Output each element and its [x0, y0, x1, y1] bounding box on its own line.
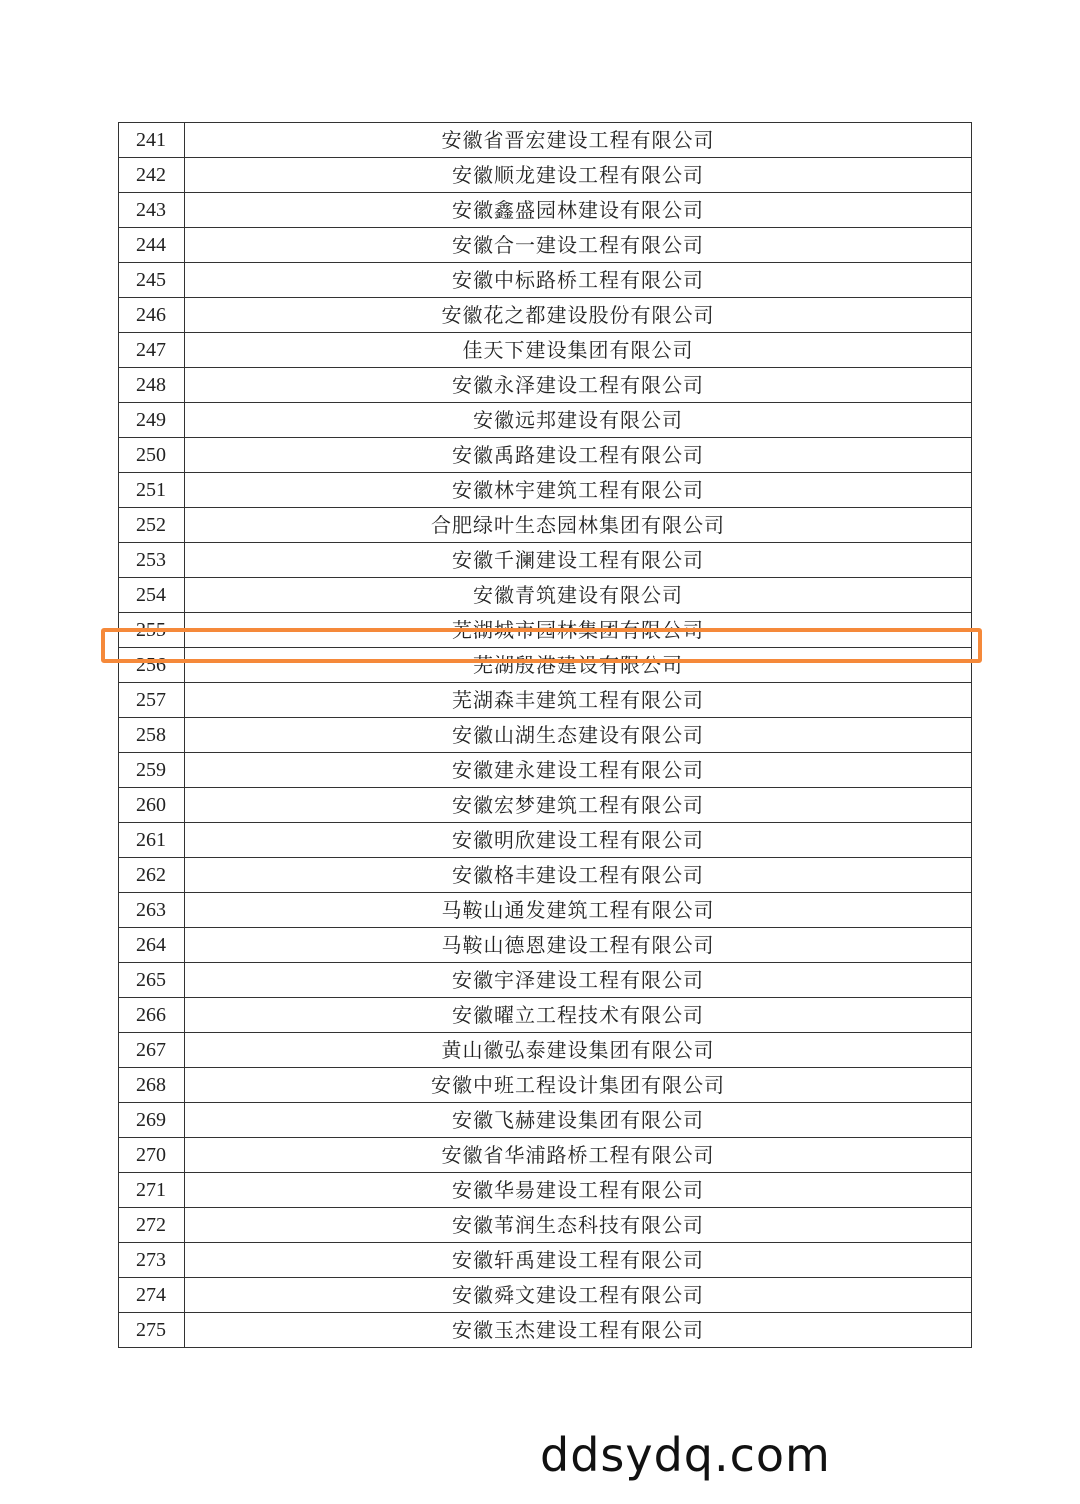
company-name: 芜湖殷港建设有限公司 — [185, 648, 972, 683]
company-name: 安徽禹路建设工程有限公司 — [185, 438, 972, 473]
table-row — [119, 438, 972, 473]
row-number: 242 — [119, 158, 185, 193]
company-name: 安徽顺龙建设工程有限公司 — [185, 158, 972, 193]
table-row — [119, 508, 972, 543]
row-number: 261 — [119, 823, 185, 858]
company-name: 安徽千澜建设工程有限公司 — [185, 543, 972, 578]
row-number: 254 — [119, 578, 185, 613]
company-name: 黄山徽弘泰建设集团有限公司 — [185, 1033, 972, 1068]
row-number: 272 — [119, 1208, 185, 1243]
table-row — [119, 263, 972, 298]
company-name: 安徽华昜建设工程有限公司 — [185, 1173, 972, 1208]
company-name: 安徽玉杰建设工程有限公司 — [185, 1313, 972, 1348]
company-name: 安徽曜立工程技术有限公司 — [185, 998, 972, 1033]
table-row — [119, 1033, 972, 1068]
table-row — [119, 543, 972, 578]
table-row — [119, 1138, 972, 1173]
table-row — [119, 858, 972, 893]
row-number: 263 — [119, 893, 185, 928]
row-number: 255 — [119, 613, 185, 648]
table-row — [119, 963, 972, 998]
company-name: 安徽明欣建设工程有限公司 — [185, 823, 972, 858]
row-number: 243 — [119, 193, 185, 228]
row-number: 265 — [119, 963, 185, 998]
table-row — [119, 158, 972, 193]
table-row — [119, 298, 972, 333]
table-row — [119, 998, 972, 1033]
company-name: 安徽宏梦建筑工程有限公司 — [185, 788, 972, 823]
company-name: 安徽宇泽建设工程有限公司 — [185, 963, 972, 998]
table-row — [119, 648, 972, 683]
company-name: 安徽轩禹建设工程有限公司 — [185, 1243, 972, 1278]
row-number: 269 — [119, 1103, 185, 1138]
watermark-text: ddsydq.com — [540, 1428, 831, 1482]
table-row — [119, 228, 972, 263]
company-name: 佳天下建设集团有限公司 — [185, 333, 972, 368]
table-row — [119, 473, 972, 508]
company-name: 安徽青筑建设有限公司 — [185, 578, 972, 613]
row-number: 260 — [119, 788, 185, 823]
company-name: 安徽省华浦路桥工程有限公司 — [185, 1138, 972, 1173]
row-number: 273 — [119, 1243, 185, 1278]
company-name: 马鞍山通发建筑工程有限公司 — [185, 893, 972, 928]
company-name: 安徽山湖生态建设有限公司 — [185, 718, 972, 753]
row-number: 245 — [119, 263, 185, 298]
company-name: 安徽远邦建设有限公司 — [185, 403, 972, 438]
company-name: 安徽苇润生态科技有限公司 — [185, 1208, 972, 1243]
table-row — [119, 368, 972, 403]
row-number: 258 — [119, 718, 185, 753]
row-number: 249 — [119, 403, 185, 438]
table-row — [119, 683, 972, 718]
table-row — [119, 823, 972, 858]
company-name: 安徽花之都建设股份有限公司 — [185, 298, 972, 333]
row-number: 267 — [119, 1033, 185, 1068]
row-number: 252 — [119, 508, 185, 543]
row-number: 250 — [119, 438, 185, 473]
company-table — [118, 122, 972, 1348]
company-name: 安徽格丰建设工程有限公司 — [185, 858, 972, 893]
company-name: 安徽建永建设工程有限公司 — [185, 753, 972, 788]
table-row — [119, 578, 972, 613]
table-row — [119, 1103, 972, 1138]
row-number: 275 — [119, 1313, 185, 1348]
table-row — [119, 1243, 972, 1278]
company-name: 安徽鑫盛园林建设有限公司 — [185, 193, 972, 228]
row-number: 274 — [119, 1278, 185, 1313]
table-row — [119, 403, 972, 438]
table-row — [119, 333, 972, 368]
row-number: 266 — [119, 998, 185, 1033]
table-row — [119, 193, 972, 228]
company-name: 安徽舜文建设工程有限公司 — [185, 1278, 972, 1313]
row-number: 264 — [119, 928, 185, 963]
company-name: 安徽合一建设工程有限公司 — [185, 228, 972, 263]
company-name: 安徽省晋宏建设工程有限公司 — [185, 123, 972, 158]
table-row — [119, 928, 972, 963]
table-row — [119, 1068, 972, 1103]
company-name: 安徽中标路桥工程有限公司 — [185, 263, 972, 298]
company-name: 安徽飞赫建设集团有限公司 — [185, 1103, 972, 1138]
row-number: 271 — [119, 1173, 185, 1208]
table-row — [119, 718, 972, 753]
row-number: 256 — [119, 648, 185, 683]
table-row — [119, 123, 972, 158]
row-number: 244 — [119, 228, 185, 263]
row-number: 259 — [119, 753, 185, 788]
row-number: 257 — [119, 683, 185, 718]
row-number: 246 — [119, 298, 185, 333]
company-table-body — [119, 123, 972, 1348]
table-row — [119, 893, 972, 928]
company-name: 安徽永泽建设工程有限公司 — [185, 368, 972, 403]
row-number: 248 — [119, 368, 185, 403]
table-row — [119, 1208, 972, 1243]
row-number: 241 — [119, 123, 185, 158]
table-row — [119, 1313, 972, 1348]
row-number: 262 — [119, 858, 185, 893]
company-name: 合肥绿叶生态园林集团有限公司 — [185, 508, 972, 543]
company-name: 马鞍山德恩建设工程有限公司 — [185, 928, 972, 963]
row-number: 268 — [119, 1068, 185, 1103]
table-row — [119, 613, 972, 648]
row-number: 270 — [119, 1138, 185, 1173]
company-name: 安徽林宇建筑工程有限公司 — [185, 473, 972, 508]
row-number: 253 — [119, 543, 185, 578]
row-number: 247 — [119, 333, 185, 368]
company-name: 安徽中班工程设计集团有限公司 — [185, 1068, 972, 1103]
table-row — [119, 1173, 972, 1208]
row-number: 251 — [119, 473, 185, 508]
company-name: 芜湖森丰建筑工程有限公司 — [185, 683, 972, 718]
company-name: 芜湖城市园林集团有限公司 — [185, 613, 972, 648]
table-row — [119, 1278, 972, 1313]
table-row — [119, 753, 972, 788]
table-row — [119, 788, 972, 823]
